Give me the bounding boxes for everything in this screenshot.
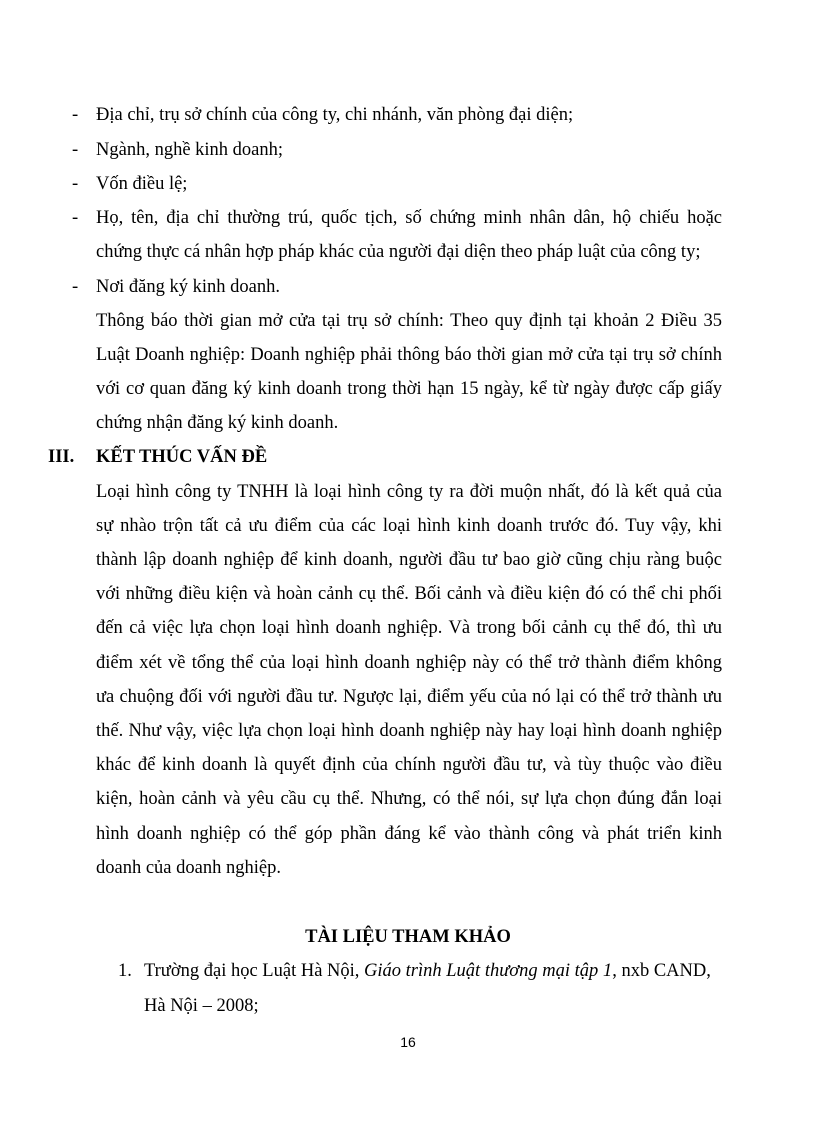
bullet-text: Địa chỉ, trụ sở chính của công ty, chi nhánh, văn phòng đại diện; [96, 105, 574, 125]
section-number: III. [48, 447, 75, 467]
bullet-text: Ngành, nghề kinh doanh; [96, 140, 284, 160]
paragraph-line: kiện, hoàn cảnh và yêu cầu cụ thể. Nhưng, có thể nói, sự lựa chọn đúng đắn loại [96, 789, 722, 809]
bullet-text: Vốn điều lệ; [96, 174, 188, 194]
page-number: 16 [400, 1034, 416, 1050]
paragraph-line: doanh của doanh nghiệp. [96, 858, 281, 878]
bullet-dash: - [72, 277, 79, 297]
reference-publisher: , nxb CAND, [612, 961, 711, 981]
paragraph-line: sự nhào trộn tất cả ưu điểm của các loại hình kinh doanh trước đó. Tuy vậy, khi [96, 516, 722, 536]
bullet-text-continuation: chứng thực cá nhân hợp pháp khác của người đại diện theo pháp luật của công ty; [96, 242, 701, 262]
bullet-dash: - [72, 174, 79, 194]
paragraph-line: thế. Như vậy, việc lựa chọn loại hình doanh nghiệp này hay loại hình doanh nghiệp [96, 721, 722, 741]
notice-line: Luật Doanh nghiệp: Doanh nghiệp phải thông báo thời gian mở cửa tại trụ sở chính [96, 345, 722, 365]
reference-book-title: Giáo trình Luật thương mại tập 1 [364, 961, 613, 981]
bullet-text: Nơi đăng ký kinh doanh. [96, 277, 280, 297]
paragraph-line: khác để kinh doanh là quyết định của chính người đầu tư, và tùy thuộc vào điều [96, 755, 722, 775]
reference-text [144, 960, 711, 982]
paragraph-line: với những điều kiện và hoàn cảnh cụ thể. Bối cảnh và điều kiện đó có thể chi phối [96, 584, 722, 604]
bullet-dash: - [72, 208, 79, 228]
paragraph-line: hình doanh nghiệp có thể góp phần đáng kể vào thành công và phát triển kinh [96, 824, 722, 844]
paragraph-line: ưa chuộng đối với người đầu tư. Ngược lại, điểm yếu của nó lại có thể trở thành ưu [96, 687, 722, 707]
reference-number: 1. [118, 961, 132, 981]
references-title: TÀI LIỆU THAM KHẢO [305, 927, 511, 947]
paragraph-line: điểm xét về tổng thể của loại hình doanh nghiệp này có thể trở thành điểm không [96, 653, 722, 673]
notice-line: Thông báo thời gian mở cửa tại trụ sở chính: Theo quy định tại khoản 2 Điều 35 [96, 311, 722, 331]
bullet-dash: - [72, 105, 79, 125]
paragraph-line: thành lập doanh nghiệp để kinh doanh, người đầu tư bao giờ cũng chịu ràng buộc [96, 550, 722, 570]
notice-line: chứng nhận đăng ký kinh doanh. [96, 413, 339, 433]
reference-author: Trường đại học Luật Hà Nội, [144, 961, 365, 981]
notice-line: với cơ quan đăng ký kinh doanh trong thời hạn 15 ngày, kể từ ngày được cấp giấy [96, 379, 722, 399]
paragraph-line: đến cả việc lựa chọn loại hình doanh nghiệp. Và trong bối cảnh cụ thể đó, thì ưu [96, 618, 722, 638]
section-title: KẾT THÚC VẤN ĐỀ [96, 447, 268, 467]
bullet-dash: - [72, 140, 79, 160]
paragraph-line: Loại hình công ty TNHH là loại hình công ty ra đời muộn nhất, đó là kết quả của [96, 482, 722, 502]
bullet-text: Họ, tên, địa chỉ thường trú, quốc tịch, số chứng minh nhân dân, hộ chiếu hoặc [96, 208, 722, 228]
reference-text-continuation: Hà Nội – 2008; [144, 996, 259, 1016]
